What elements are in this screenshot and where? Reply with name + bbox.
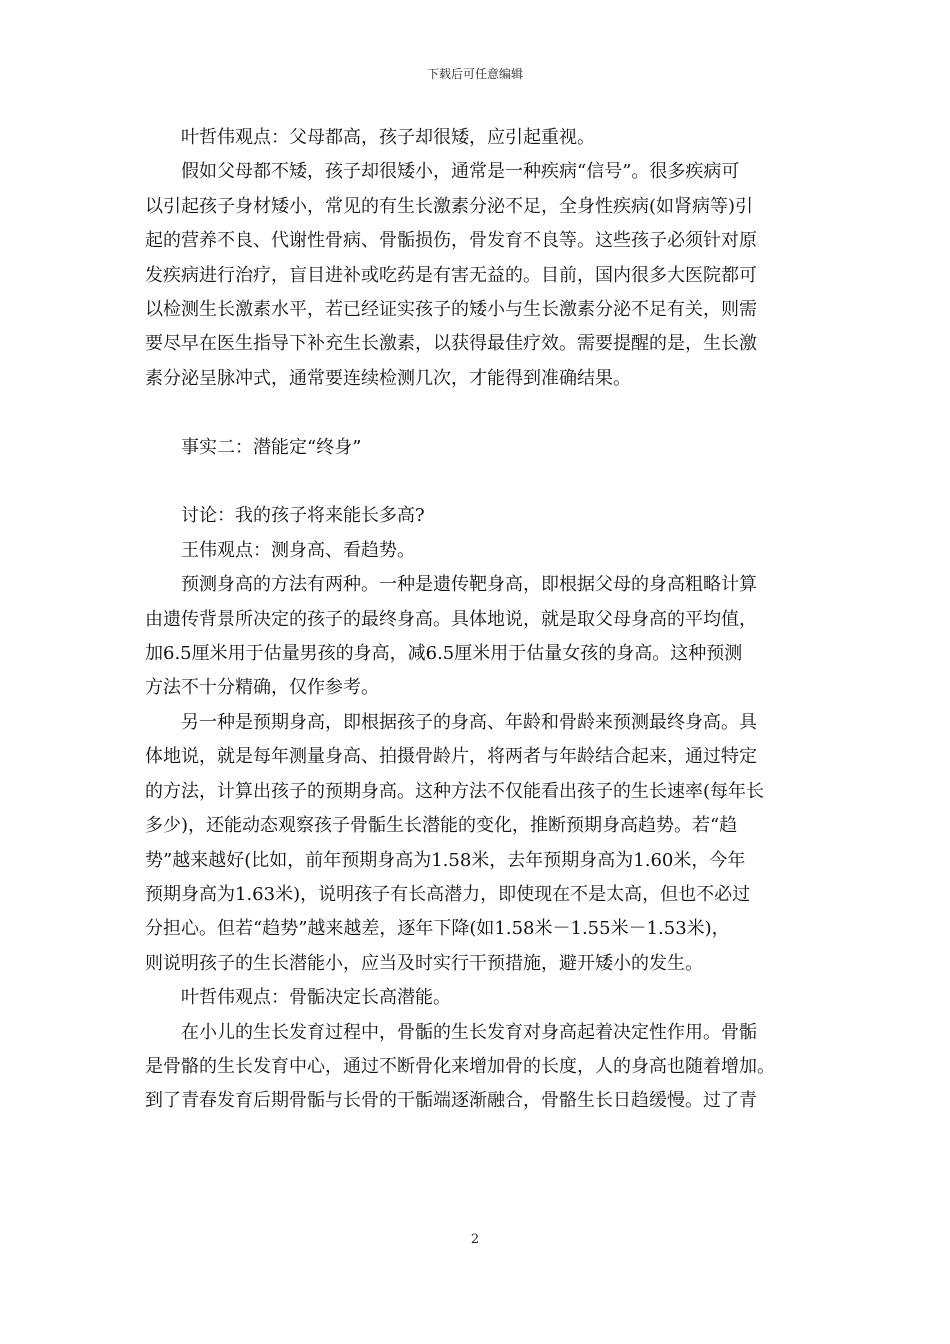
section-heading: 事实二：潜能定“终身” xyxy=(181,436,362,458)
text-line: 多少)，还能动态观察孩子骨骺生长潜能的变化，推断预期身高趋势。若“趋 xyxy=(145,815,738,837)
text-line: 以检测生长激素水平，若已经证实孩子的矮小与生长激素分泌不足有关，则需 xyxy=(145,299,757,321)
text-line: 是骨骼的生长发育中心，通过不断骨化来增加骨的长度，人的身高也随着增加。 xyxy=(145,1055,775,1077)
document-body xyxy=(145,121,810,1119)
text-line: 体地说，就是每年测量身高、拍摄骨龄片，将两者与年龄结合起来，通过特定 xyxy=(145,746,757,768)
text-line: 方法不十分精确，仅作参考。 xyxy=(145,677,379,699)
text-line: 的方法，计算出孩子的预期身高。这种方法不仅能看出孩子的生长速率(每年长 xyxy=(145,780,765,802)
blank-line xyxy=(145,396,810,430)
text-line: 预测身高的方法有两种。一种是遗传靶身高，即根据父母的身高粗略计算 xyxy=(181,574,757,596)
text-line: 素分泌呈脉冲式，通常要连续检测几次，才能得到准确结果。 xyxy=(145,367,631,389)
text-line: 到了青春发育后期骨骺与长骨的干骺端逐渐融合，骨骼生长日趋缓慢。过了青 xyxy=(145,1090,757,1112)
text-line: 分担心。但若“趋势”越来越差，逐年下降(如1.58米－1.55米－1.53米)， xyxy=(145,918,730,940)
text-line: 预期身高为1.63米)，说明孩子有长高潜力，即使现在不是太高，但也不必过 xyxy=(145,883,751,905)
text-line: 则说明孩子的生长潜能小，应当及时实行干预措施，避开矮小的发生。 xyxy=(145,952,703,974)
text-line: 王伟观点：测身高、看趋势。 xyxy=(181,539,415,561)
text-line: 势”越来越好(比如，前年预期身高为1.58米，去年预期身高为1.60米，今年 xyxy=(145,849,746,871)
text-line: 发疾病进行治疗，盲目进补或吃药是有害无益的。目前，国内很多大医院都可 xyxy=(145,264,757,286)
text-line: 叶哲伟观点：父母都高，孩子却很矮，应引起重视。 xyxy=(181,127,595,148)
text-line: 叶哲伟观点：骨骺决定长高潜能。 xyxy=(181,987,451,1009)
text-line: 另一种是预期身高，即根据孩子的身高、年龄和骨龄来预测最终身高。具 xyxy=(181,711,757,733)
text-line: 假如父母都不矮，孩子却很矮小，通常是一种疾病“信号”。很多疾病可 xyxy=(181,161,740,183)
page-number: 2 xyxy=(470,1232,480,1247)
text-line: 起的营养不良、代谢性骨病、骨骺损伤，骨发育不良等。这些孩子必须针对原 xyxy=(145,230,757,252)
text-line: 要尽早在医生指导下补充生长激素，以获得最佳疗效。需要提醒的是，生长激 xyxy=(145,333,757,355)
page-header: 下载后可任意编辑 xyxy=(426,67,523,81)
text-line: 加6.5厘米用于估量男孩的身高，减6.5厘米用于估量女孩的身高。这种预测 xyxy=(145,643,743,665)
text-line: 在小儿的生长发育过程中，骨骺的生长发育对身高起着决定性作用。骨骺 xyxy=(181,1021,757,1043)
text-line: 由遗传背景所决定的孩子的最终身高。具体地说，就是取父母身高的平均值， xyxy=(145,608,757,630)
blank-line xyxy=(145,465,810,499)
text-line: 讨论：我的孩子将来能长多高? xyxy=(181,505,425,527)
text-line: 以引起孩子身材矮小，常见的有生长激素分泌不足，全身性疾病(如肾病等)引 xyxy=(145,195,754,217)
